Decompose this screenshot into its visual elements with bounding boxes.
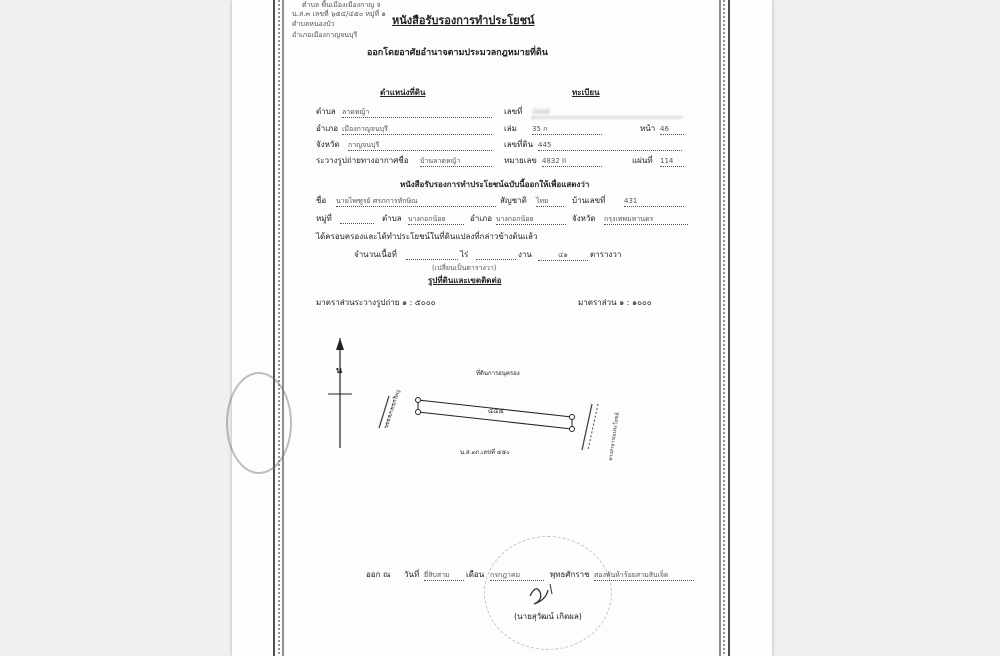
header-line-4: อำเภอเมืองกาญจนบุรี xyxy=(292,31,358,39)
register-page-value: 46 xyxy=(660,124,684,135)
background-right xyxy=(772,0,1000,656)
owner-name-label: ชื่อ xyxy=(316,196,327,205)
header-line-3: ตำบลหนองบัว xyxy=(292,20,335,28)
signatory-name: (นายสุวัฒน์ เกิดผล) xyxy=(514,612,582,621)
location-tambon-label: ตำบล xyxy=(316,107,336,116)
location-amphoe-label: อำเภอ xyxy=(316,124,339,133)
map-center-label: ๔๔๕ xyxy=(488,407,504,415)
location-province-value: กาญจนบุรี xyxy=(348,140,492,151)
register-map-no-label: หมายเลข xyxy=(504,156,537,165)
area-ngan-label: งาน xyxy=(518,250,532,259)
owner-province-label: จังหวัด xyxy=(572,214,596,223)
owner-amphoe-value: บางกอกน้อย xyxy=(496,214,566,225)
map-top-label: ที่ดินการอนุครอง xyxy=(476,370,520,377)
owner-amphoe-label: อำเภอ xyxy=(470,214,493,223)
section-location-heading: ตำแหน่งที่ดิน xyxy=(380,88,426,97)
signatory-name-text: นายสุวัฒน์ เกิดผล xyxy=(517,612,579,621)
owner-nationality-label: สัญชาติ xyxy=(500,196,527,205)
register-land-no-value: 445 xyxy=(538,140,682,151)
header-line-2: น.ส.๓ เลขที่ ๖๕๔/๔๕๐ หมู่ที่ ๑ xyxy=(292,10,386,18)
register-no-label: เลขที่ xyxy=(504,107,523,116)
header-line-1: ตำบล พื้นเมืองเมืองกาญ จ xyxy=(302,1,381,9)
owner-nationality-value: ไทย xyxy=(536,196,564,207)
area-label: จำนวนเนื้อที่ xyxy=(354,250,397,259)
map-left-label: คลองบางกอกใหญ่ xyxy=(383,389,402,429)
document-subtitle: ออกโดยอาศัยอำนาจตามประมวลกฎหมายที่ดิน xyxy=(367,48,548,58)
owner-name-value: นายไพฑูรย์ ศรภการทักษิณ xyxy=(336,196,496,207)
north-label: น xyxy=(336,366,343,376)
issued-month-value: กรกฎาคม xyxy=(490,570,544,581)
issued-label: ออก ณ xyxy=(366,570,391,579)
issued-day-value: ยี่สิบสาม xyxy=(424,570,464,581)
register-sheet-label: แผ่นที่ xyxy=(632,156,653,165)
background-left xyxy=(0,0,232,656)
map-bottom-label: น.ส.๓ก.เลขที่ ๔๕๐ xyxy=(460,449,510,456)
area-wa-label: ตารางวา xyxy=(590,250,622,259)
register-land-no-label: เลขที่ดิน xyxy=(504,140,534,149)
register-book-label: เล่ม xyxy=(504,124,517,133)
owner-province-value: กรุงเทพมหานคร xyxy=(604,214,688,225)
area-note: (เปลี่ยนเป็นตารางวา) xyxy=(432,264,497,272)
map-right-label: ทางสาธารณประโยชน์ xyxy=(607,412,621,462)
location-province-label: จังหวัด xyxy=(316,140,340,149)
area-rai-label: ไร่ xyxy=(460,250,469,259)
register-page-label: หน้า xyxy=(640,124,656,133)
register-map-no-value: 4832 II xyxy=(542,156,602,167)
signature-mark xyxy=(232,0,772,656)
section-register-heading: ทะเบียน xyxy=(572,88,600,97)
scale-map: มาตราส่วน ๑ : ๑๐๐๐ xyxy=(578,298,652,307)
register-sheet-value: 114 xyxy=(660,156,684,167)
owner-house-value: 431 xyxy=(624,196,684,207)
issued-year-label: พุทธศักราช xyxy=(550,570,590,579)
owner-house-label: บ้านเลขที่ xyxy=(572,196,606,205)
register-book-value: 35 ก xyxy=(532,124,602,135)
possession-line: ได้ครอบครองและได้ทำประโยชน์ในที่ดินแปลงที่กล่าวข้างต้นแล้ว xyxy=(316,232,538,241)
scale-photo: มาตราส่วนระวางรูปถ่าย ๑ : ๕๐๐๐ xyxy=(316,298,436,307)
location-amphoe-value: เมืองกาญจนบุรี xyxy=(342,124,492,135)
location-photo-value: บ้านลาดหญ้า xyxy=(420,156,492,167)
area-wa-value: ๔๑ xyxy=(538,250,588,261)
register-no-value: 3446 xyxy=(532,107,682,118)
owner-tambon-label: ตำบล xyxy=(382,214,402,223)
owner-moo-label: หมู่ที่ xyxy=(316,214,332,223)
certify-line: หนังสือรับรองการทำประโยชน์ฉบับนี้ออกให้เพื่อแสดงว่า xyxy=(400,180,590,189)
issued-year-value: สองพันห้าร้อยสามสิบเจ็ด xyxy=(594,570,694,581)
document-title: หนังสือรับรองการทำประโยชน์ xyxy=(392,14,535,27)
location-tambon-value: ลาดหญ้า xyxy=(342,107,492,118)
land-certificate-document xyxy=(232,0,772,656)
issued-month-label: เดือน xyxy=(466,570,485,579)
owner-tambon-value: บางกอกน้อย xyxy=(408,214,464,225)
issued-day-label: วันที่ xyxy=(404,570,420,579)
location-photo-label: ระวางรูปถ่ายทางอากาศชื่อ xyxy=(316,156,409,165)
map-heading: รูปที่ดินและเขตติดต่อ xyxy=(428,276,502,285)
